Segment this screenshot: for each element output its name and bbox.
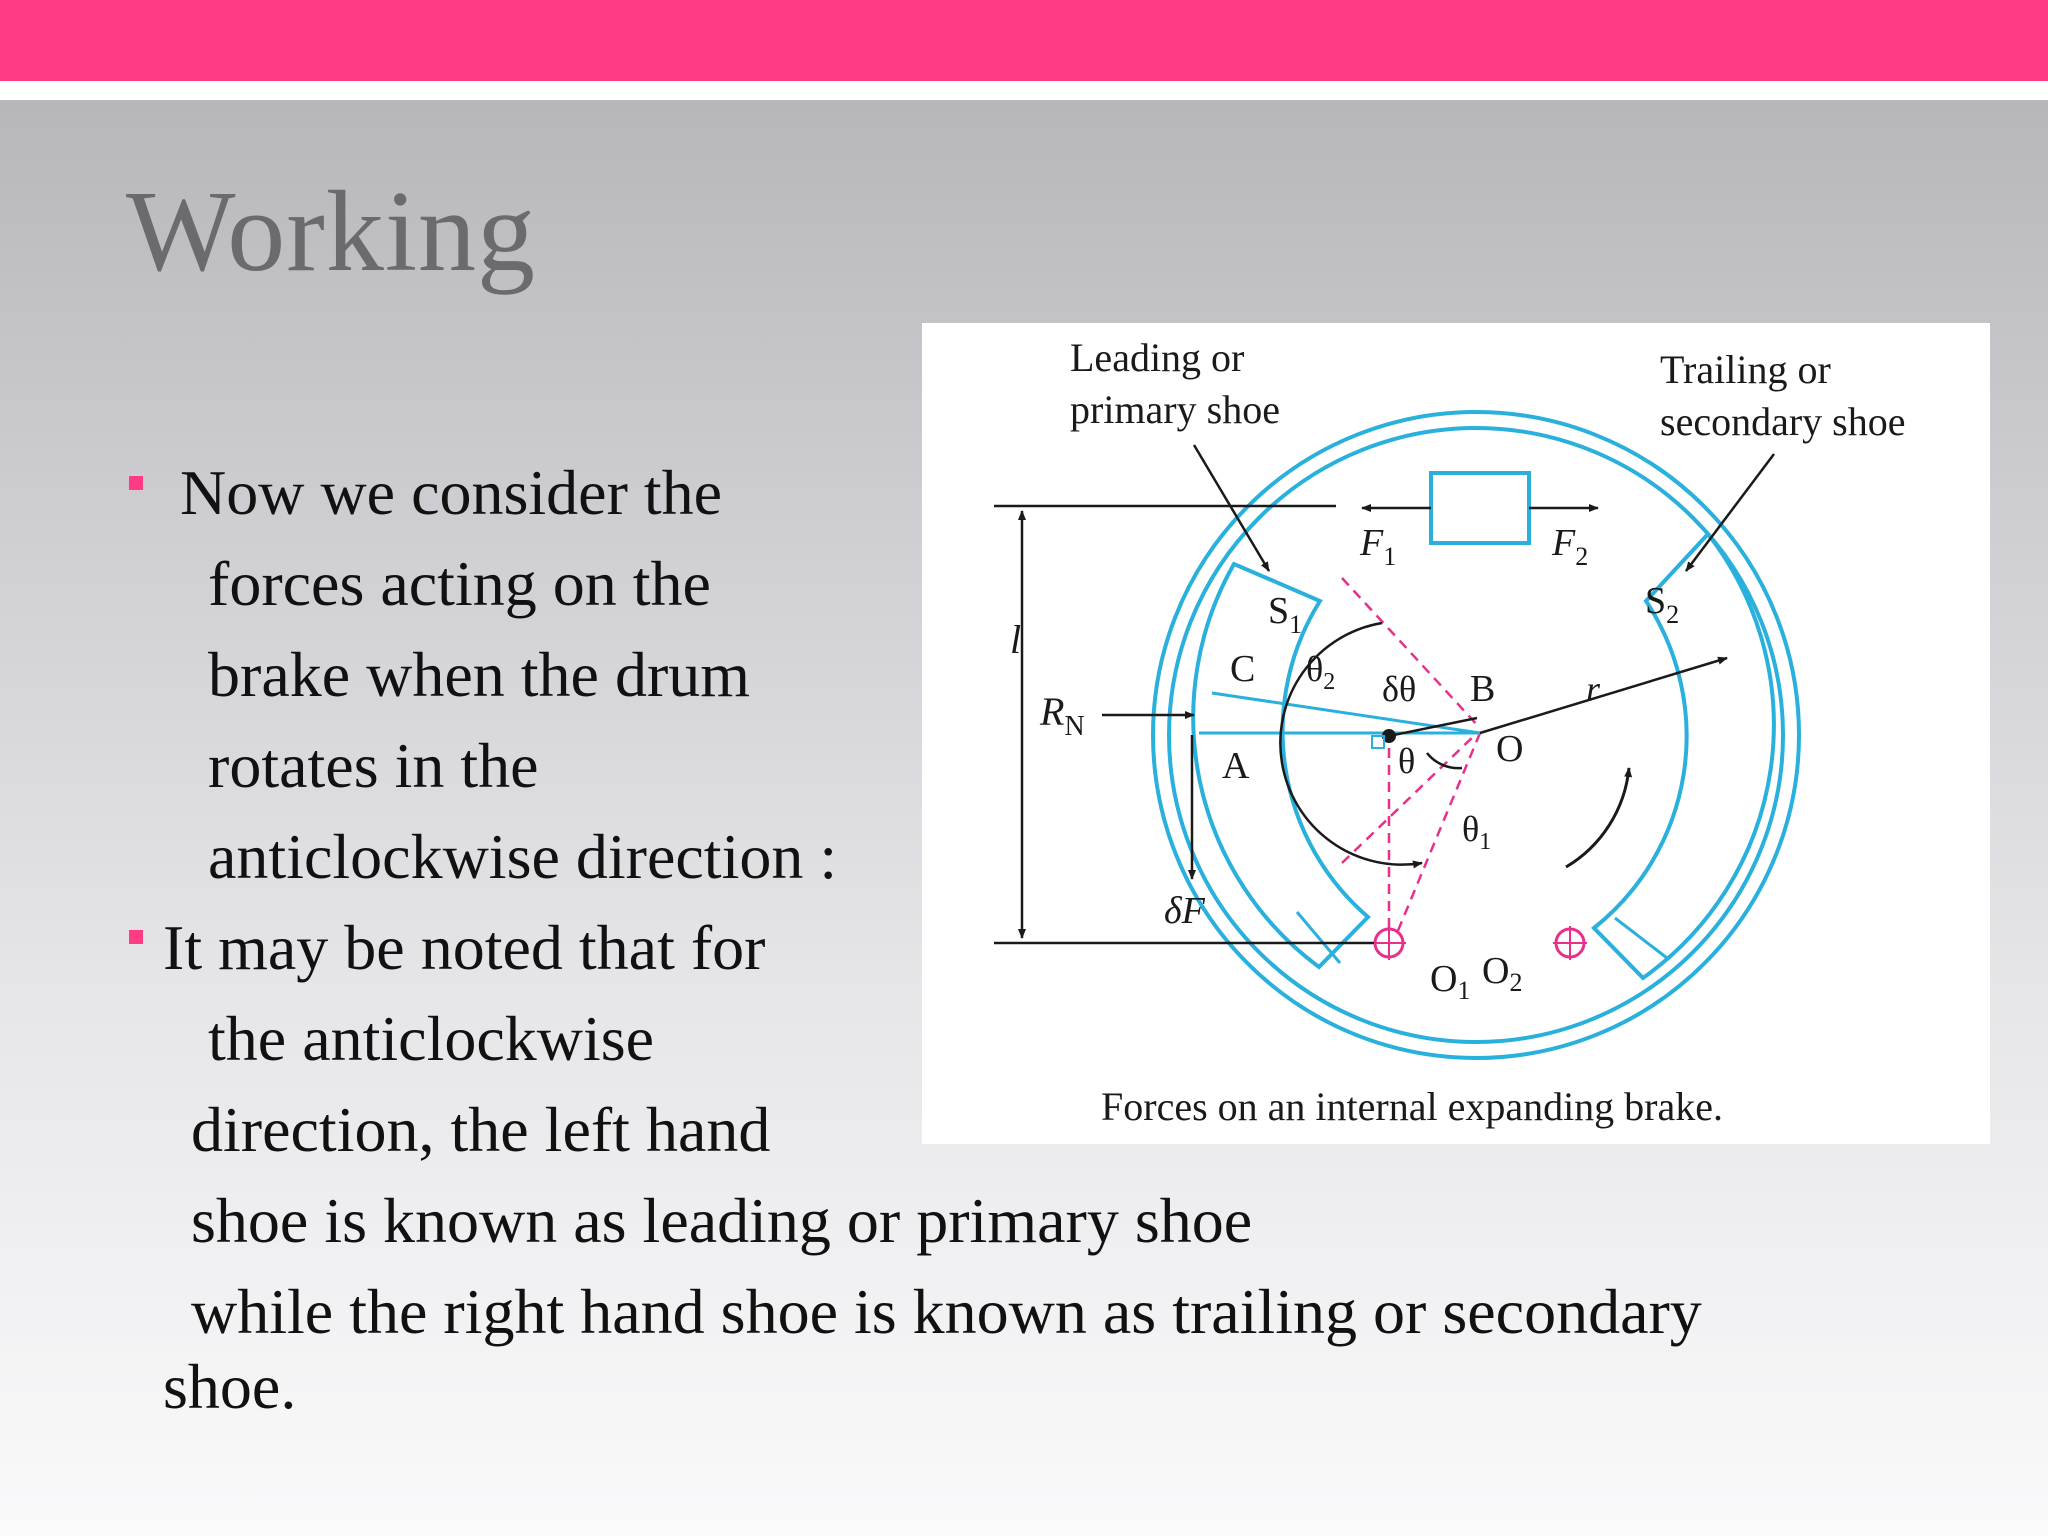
bullet-2-line-4: shoe is known as leading or primary shoe: [191, 1185, 1253, 1256]
label-trailing-line2: secondary shoe: [1660, 399, 1906, 444]
slide-title: Working: [126, 168, 537, 296]
label-leading-line2: primary shoe: [1070, 387, 1280, 432]
label-o2: $O_2$: [1482, 950, 1523, 997]
bullet-1-line-3: brake when the drum: [208, 639, 751, 710]
bullet-2-line-3: direction, the left hand: [191, 1094, 771, 1165]
right-angle-mark: [1372, 736, 1384, 748]
label-r: r: [1586, 669, 1601, 709]
bullet-1-line-1: Now we consider the: [180, 457, 723, 528]
label-l: l: [1010, 617, 1022, 662]
label-b: B: [1470, 668, 1496, 710]
label-delta-f: δF: [1164, 890, 1205, 932]
trailing-shoe-rib: [1615, 918, 1667, 958]
brake-diagram-figure: [922, 323, 1990, 1144]
radius-line-c: [1212, 693, 1480, 733]
rotation-arrow: [1566, 768, 1629, 867]
radius-r-arrow: [1480, 658, 1727, 733]
label-o: O: [1496, 728, 1524, 770]
label-s1: $S_1$: [1268, 590, 1303, 639]
cam-block: [1431, 473, 1529, 543]
label-a: A: [1222, 745, 1250, 787]
bullet-2-line-5: while the right hand shoe is known as trailing or secondary: [191, 1276, 1702, 1347]
label-c: C: [1230, 648, 1256, 690]
label-delta-theta: δθ: [1382, 669, 1417, 709]
bullet-2-line-2: the anticlockwise: [208, 1003, 655, 1074]
label-o1: $O_1$: [1430, 958, 1471, 1005]
bullet-marker: [129, 476, 143, 490]
label-f2: $F_2$: [1552, 522, 1589, 571]
label-leading-line1: Leading or: [1070, 335, 1245, 380]
bullet-1-line-5: anticlockwise direction :: [208, 821, 838, 892]
label-rn: $R_N$: [1040, 689, 1085, 742]
top-separator: [0, 81, 2048, 100]
bullet-1-line-4: rotates in the: [208, 730, 539, 801]
bullet-1-line-2: forces acting on the: [208, 548, 711, 619]
trailing-shoe-leader: [1686, 454, 1774, 571]
bullet-2-line-1: It may be noted that for: [163, 912, 766, 983]
label-trailing-line1: Trailing or: [1660, 347, 1831, 392]
theta-arc: [1427, 753, 1462, 768]
label-f1: $F_1$: [1360, 522, 1397, 571]
label-s2: $S_2$: [1645, 580, 1680, 629]
top-accent-bar: [0, 0, 2048, 81]
label-theta1: $\theta_1$: [1462, 809, 1492, 855]
brake-diagram: [922, 323, 1990, 1144]
label-theta: θ: [1398, 741, 1416, 781]
label-theta2: $\theta_2$: [1306, 649, 1336, 695]
figure-caption: Forces on an internal expanding brake.: [1101, 1084, 1724, 1129]
bullet-marker: [129, 930, 143, 944]
bullet-2-line-6: shoe.: [163, 1351, 297, 1422]
